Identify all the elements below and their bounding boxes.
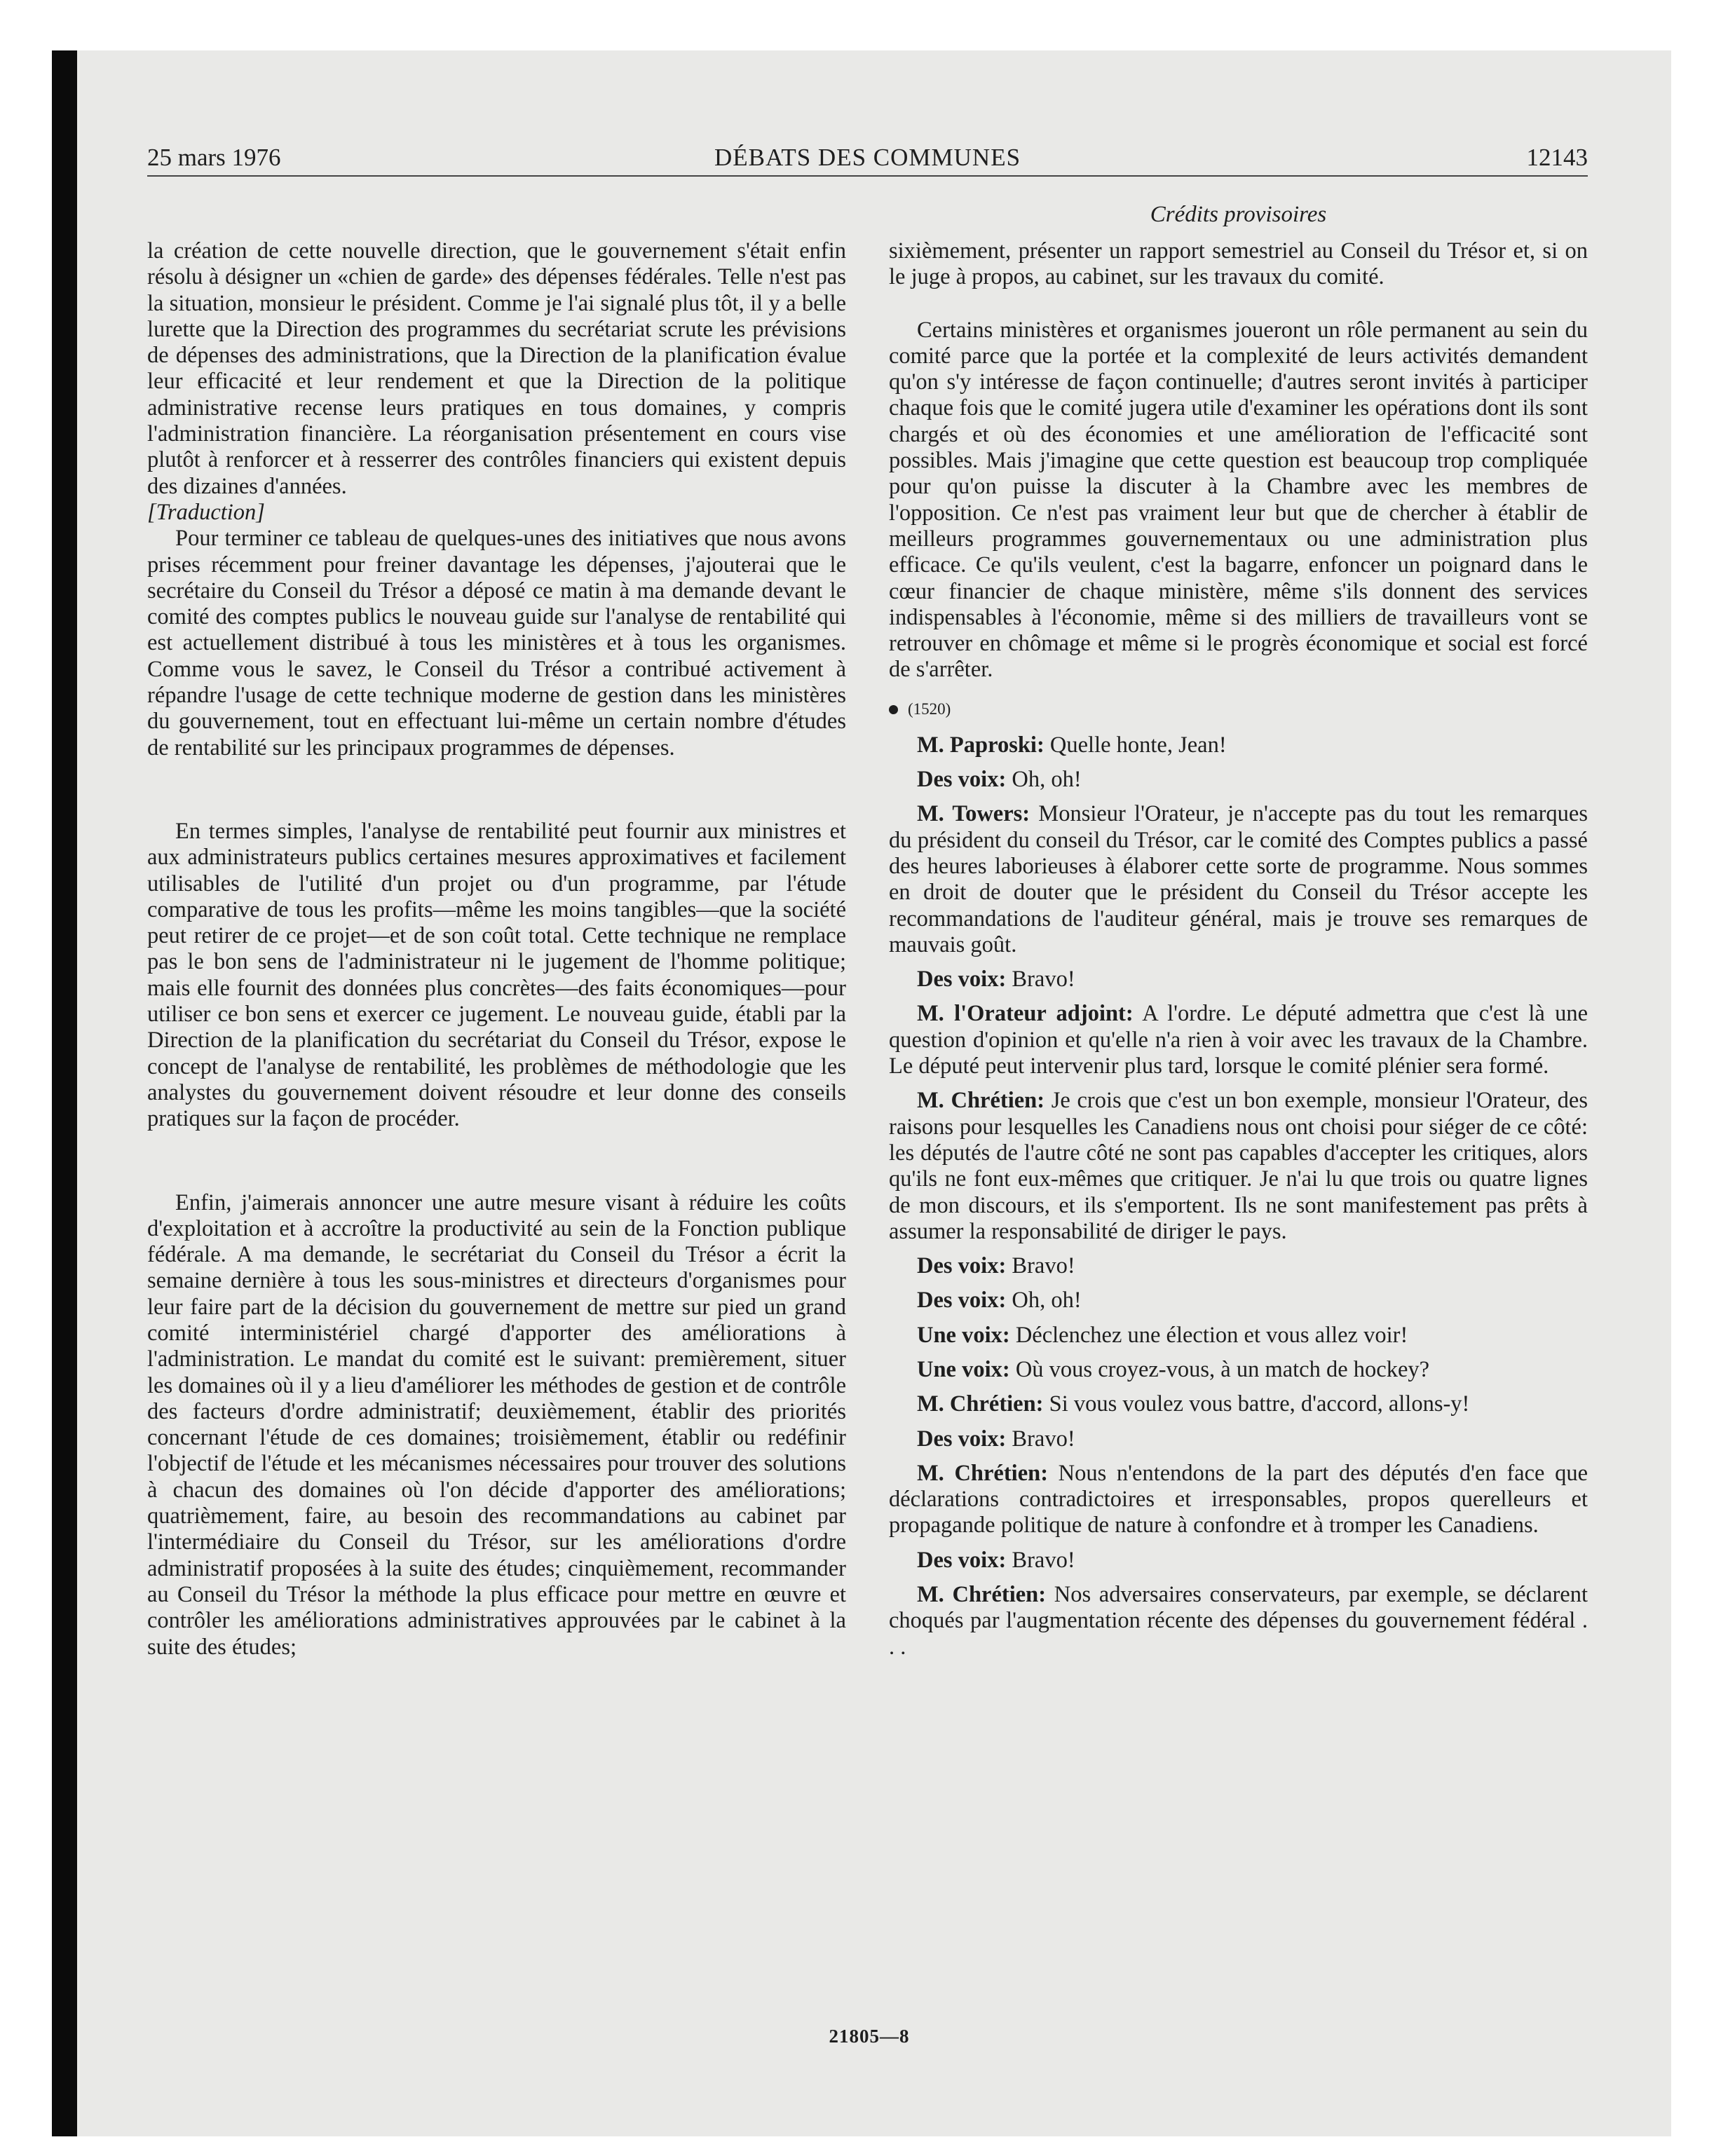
header-title: DÉBATS DES COMMUNES <box>714 144 1021 171</box>
page-header <box>147 143 1588 178</box>
debate-exchange <box>889 801 1588 958</box>
bullet-dot-icon <box>889 705 898 714</box>
speech-text: Nos adversaires conservateurs, par exemple, se déclarent choqués par l'augmentation récente des dépenses du gouvernement fédéral . . . <box>889 1582 1588 1660</box>
speech-text: Bravo! <box>1006 967 1075 992</box>
speaker-name: Des voix: <box>917 1426 1007 1452</box>
speech-text: Oh, oh! <box>1006 767 1082 793</box>
speaker-name: M. Chrétien: <box>917 1460 1049 1486</box>
speaker-name: Des voix: <box>917 1547 1007 1573</box>
speech-text: Où vous croyez-vous, à un match de hockey? <box>1009 1356 1430 1382</box>
speech-text: A l'ordre. Le député admettra que c'est là une question d'opinion et qu'elle n'a rien à voir avec les travaux de la Chambre. Le député peut intervenir plus tard, lorsque le comité plénier sera formé. <box>889 1001 1588 1079</box>
page-footer-code: 21805—8 <box>829 2026 910 2047</box>
header-page-number: 12143 <box>1526 144 1588 171</box>
debate-exchange <box>889 1001 1588 1079</box>
debate-exchange <box>889 967 1588 992</box>
right-paragraph-1: sixièmement, présenter un rapport semestriel au Conseil du Trésor et, si on le juge à propos, au cabinet, sur les travaux du comité. <box>889 238 1588 290</box>
debate-exchange <box>889 1548 1588 1574</box>
left-paragraph-1: la création de cette nouvelle direction, que le gouvernement s'était enfin résolu à désigner un «chien de garde» des dépenses fédérales. Telle n'est pas la situation, monsieur le président. Comme je l'ai signalé plus tôt, il y a belle lurette que la Direction des programmes du secrétariat scrute les prévisions de dépenses des administrations, que la Direction de la planification évalue leur efficacité et leur rendement et que la Direction de la politique administrative recense leurs pratiques en tous domaines, y compris l'administration financière. La réorganisation présentement en cours vise plutôt à renforcer et à resserrer des contrôles financiers qui existent depuis des dizaines d'années. <box>147 238 846 499</box>
left-paragraph-4: Enfin, j'aimerais annoncer une autre mesure visant à réduire les coûts d'exploitation et à accroître la productivité au sein de la Fonction publique fédérale. A ma demande, le secrétariat du Conseil du Trésor a écrit la semaine dernière à tous les sous-ministres et directeurs d'organismes pour leur faire part de la décision du gouvernement de mettre sur pied un grand comité interministériel chargé d'apporter des améliorations à l'administration. Le mandat du comité est le suivant: premièrement, situer les domaines où il y a lieu d'améliorer les méthodes de gestion et de contrôle des facteurs d'ordre administratif; deuxièmement, établir des priorités concernant l'étude de ces domaines; troisièmement, établir ou redéfinir l'objectif de l'étude et les mécanismes nécessaires pour trouver des solutions à chacun des domaines où l'on décide d'apporter des améliorations; quatrièmement, faire, au besoin des recommandations au cabinet par l'intermédiaire du Conseil du Trésor, sur les améliorations d'ordre administratif proposées à la suite des études; cinquièmement, recommander au Conseil du Trésor la méthode la plus efficace pour mettre en œuvre et contrôler les améliorations administratives approuvées par le cabinet à la suite des études; <box>147 1189 846 1660</box>
speech-text: Si vous voulez vous battre, d'accord, allons-y! <box>1043 1391 1470 1417</box>
header-rule <box>147 175 1588 177</box>
speaker-name: M. Chrétien: <box>917 1582 1047 1608</box>
speech-text: Bravo! <box>1006 1426 1075 1452</box>
speaker-name: Une voix: <box>917 1322 1010 1348</box>
right-column <box>889 238 1588 1660</box>
speech-text: Déclenchez une élection et vous allez voir! <box>1009 1322 1408 1348</box>
speaker-name: Des voix: <box>917 1253 1007 1279</box>
debate-exchange <box>889 1323 1588 1349</box>
debate-exchange <box>889 1426 1588 1452</box>
time-marker <box>889 699 1588 720</box>
section-title: Crédits provisoires <box>1150 202 1327 227</box>
speaker-name: Des voix: <box>917 767 1007 793</box>
translation-note: [Traduction] <box>147 499 265 525</box>
speech-text: Quelle honte, Jean! <box>1044 732 1227 758</box>
speaker-name: Une voix: <box>917 1356 1010 1382</box>
speaker-name: M. Chrétien: <box>917 1088 1045 1114</box>
speaker-name: M. Paproski: <box>917 732 1045 758</box>
debate-exchange <box>889 1088 1588 1245</box>
debate-exchange <box>889 1582 1588 1660</box>
debate-exchange <box>889 767 1588 793</box>
speaker-name: M. Towers: <box>917 801 1030 827</box>
speech-text: Oh, oh! <box>1006 1288 1082 1314</box>
speech-text: Bravo! <box>1006 1253 1075 1279</box>
speaker-name: M. Chrétien: <box>917 1391 1044 1417</box>
debate-exchange <box>889 1391 1588 1417</box>
speech-text: Monsieur l'Orateur, je n'accepte pas du tout les remarques du président du conseil du Trésor, car le comité des Comptes publics a passé des heures laborieuses à élaborer cette sorte de programme. Nous sommes en droit de douter que le président du Conseil du Trésor accepte les recommandations de l'auditeur général, mais je trouve ses remarques de mauvais goût. <box>889 801 1588 957</box>
left-column <box>147 238 846 1660</box>
speaker-name: Des voix: <box>917 967 1007 992</box>
speaker-name: Des voix: <box>917 1288 1007 1314</box>
speech-text: Bravo! <box>1006 1547 1075 1573</box>
speaker-name: M. l'Orateur adjoint: <box>917 1001 1134 1027</box>
header-date: 25 mars 1976 <box>147 144 281 171</box>
time-marker-text: (1520) <box>908 700 951 718</box>
left-paragraph-2: Pour terminer ce tableau de quelques-unes des initiatives que nous avons prises récemment pour freiner davantage les dépenses, j'ajouterai que le secrétaire du Conseil du Trésor a déposé ce matin à ma demande devant le comité des comptes publics le nouveau guide sur l'analyse de rentabilité qui est actuellement distribué à tous les ministères et à tous les organismes. Comme vous le savez, le Conseil du Trésor a contribué activement à répandre l'usage de cette technique moderne de gestion dans les ministères du gouvernement, tout en effectuant lui-même un certain nombre d'études de rentabilité sur les principaux programmes de dépenses. <box>147 526 846 760</box>
scan-edge-bar <box>52 50 77 2136</box>
debate-exchange <box>889 1357 1588 1383</box>
right-paragraph-2: Certains ministères et organismes joueront un rôle permanent au sein du comité parce que la portée et la complexité de leurs activités demandent qu'on s'y intéresse de façon continuelle; d'autres seront invités à participer chaque fois que le comité jugera utile d'examiner les opérations dont ils sont chargés et où des économies et une amélioration de l'efficacité sont possibles. Mais j'imagine que cette question est beaucoup trop compliquée pour qu'on puisse la discuter à la Chambre avec les membres de l'opposition. Ce n'est pas vraiment leur but que de chercher à établir de meilleurs programmes gouvernementaux ou une administration plus efficace. Ce qu'ils veulent, c'est la bagarre, enfoncer un poignard dans le cœur financier de chaque ministère, même s'ils donnent des services indispensables à l'économie, même si des milliers de travailleurs vont se retrouver en chômage et même si le progrès économique et social est forcé de s'arrêter. <box>889 317 1588 683</box>
debate-exchange <box>889 1253 1588 1279</box>
debate-exchange <box>889 732 1588 758</box>
debate-exchange <box>889 1288 1588 1314</box>
debate-exchange <box>889 1461 1588 1539</box>
speech-text: Nous n'entendons de la part des députés d'en face que déclarations contradictoires et irresponsables, propos querelleurs et propagande politique de nature à confondre et à tromper les Canadiens. <box>889 1460 1588 1538</box>
debate-exchanges <box>889 732 1588 1660</box>
left-paragraph-3: En termes simples, l'analyse de rentabilité peut fournir aux ministres et aux administrateurs publics certaines mesures approximatives et facilement utilisables de l'utilité d'un projet ou d'un programme, par l'étude comparative de tous les profits—même les moins tangibles—que la société peut retirer de ce projet—et de son coût total. Cette technique ne remplace pas le bon sens de l'administrateur ni le jugement de l'homme politique; mais elle fournit des données plus concrètes—des faits économiques—pour utiliser ce bon sens et exercer ce jugement. Le nouveau guide, établi par la Direction de la planification du secrétariat du Conseil du Trésor, expose le concept de l'analyse de rentabilité, les problèmes de méthodologie que les analystes du gouvernement doivent résoudre et leur donne des conseils pratiques sur la façon de procéder. <box>147 818 846 1132</box>
speech-text: Je crois que c'est un bon exemple, monsieur l'Orateur, des raisons pour lesquelles les Canadiens nous ont choisi pour siéger de ce côté: les députés de l'autre côté ne sont pas capables d'accepter les critiques, alors qu'ils ne font eux-mêmes que critiquer. Je n'ai lu que trois ou quatre lignes de mon discours, et ils s'emportent. Ils ne sont manifestement pas prêts à assumer la responsabilité de diriger le pays. <box>889 1088 1588 1244</box>
